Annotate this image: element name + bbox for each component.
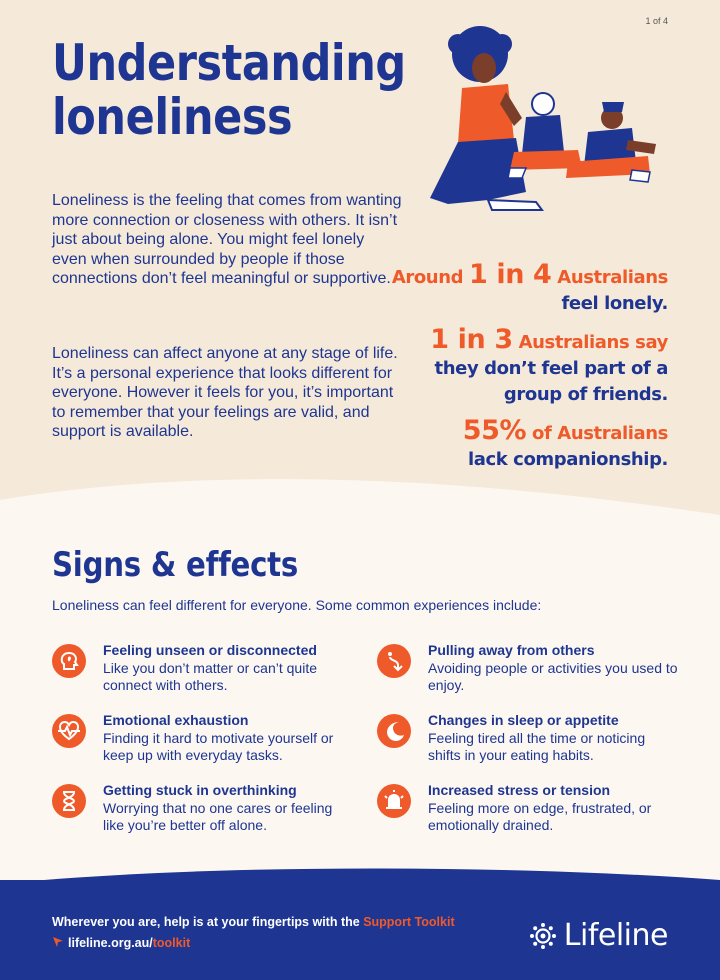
url-base: lifeline.org.au/ <box>68 936 153 950</box>
sign-description: Finding it hard to motivate yourself or keep up with everyday tasks. <box>103 730 334 763</box>
stat-2-line-3: group of friends. <box>503 384 668 405</box>
intro-paragraph-1: Loneliness is the feeling that comes from wanting more connection or closeness with others. It isn’t just about being alone. You might feel lonely even when surrounded by people if those connections don’t feel meaningful or supportive. <box>52 192 402 287</box>
stat-1-line-2: feel lonely. <box>561 293 668 314</box>
sign-description: Like you don’t matter or can’t quite connect with others. <box>103 660 318 693</box>
page-number: 1 of 4 <box>645 16 668 26</box>
stat-3-figure: 55% <box>462 415 527 446</box>
sign-heading: Increased stress or tension <box>428 782 611 798</box>
intro-paragraph-2: Loneliness can affect anyone at any stage of life. It’s a personal experience that looks different for everyone. However it feels for you, it’s important to remember that your feelings are valid, and support is available. <box>52 345 398 440</box>
title-line-2: loneliness <box>52 88 293 146</box>
footer-text: Wherever you are, help is at your fingertips with the Support Toolkit <box>52 915 455 929</box>
sign-heading: Changes in sleep or appetite <box>428 712 619 728</box>
sign-description: Feeling more on edge, frustrated, or emotionally drained. <box>428 800 652 833</box>
stat-2-line-1: 1 in 3 Australians say <box>430 324 668 355</box>
moon-icon <box>377 714 411 748</box>
path-arrow-icon <box>377 644 411 678</box>
alarm-bell-icon <box>377 784 411 818</box>
stat-1 <box>368 259 668 317</box>
signs-heading: Signs & effects <box>52 545 299 585</box>
support-toolkit-link[interactable]: Support Toolkit <box>363 915 455 929</box>
sign-description: Feeling tired all the time or noticing shifts in your eating habits. <box>428 730 646 763</box>
lifeline-logo <box>528 918 668 953</box>
title-line-1: Understanding <box>52 34 406 92</box>
footer-url[interactable] <box>52 936 190 950</box>
stat-2 <box>368 324 668 408</box>
sign-heading: Getting stuck in overthinking <box>103 782 297 798</box>
people-illustration <box>418 22 680 222</box>
stat-3-line-1: 55% of Australians <box>462 415 668 446</box>
stat-2-figure: 1 in 3 <box>430 324 513 355</box>
page-title <box>52 36 406 144</box>
heartbeat-icon <box>52 714 86 748</box>
sign-heading: Pulling away from others <box>428 642 595 658</box>
sign-description: Avoiding people or activities you used to enjoy. <box>428 660 678 693</box>
sign-heading: Feeling unseen or disconnected <box>103 642 317 658</box>
head-heart-icon <box>52 644 86 678</box>
stat-1-line-1: Around 1 in 4 Australians <box>391 259 668 290</box>
pointer-cursor-icon <box>52 936 64 948</box>
hourglass-icon <box>52 784 86 818</box>
stat-1-figure: 1 in 4 <box>468 259 552 290</box>
lifeline-logo-text: Lifeline <box>563 918 668 953</box>
stat-3 <box>368 415 668 473</box>
lifeline-logo-icon <box>528 921 558 951</box>
sign-heading: Emotional exhaustion <box>103 712 249 728</box>
stat-2-line-2: they don’t feel part of a <box>434 358 668 379</box>
sign-description: Worrying that no one cares or feeling like you’re better off alone. <box>103 800 333 833</box>
signs-subtitle: Loneliness can feel different for everyone. Some common experiences include: <box>52 597 542 613</box>
statistics <box>368 259 668 483</box>
url-toolkit: toolkit <box>152 936 191 950</box>
stat-3-line-2: lack companionship. <box>467 449 668 470</box>
